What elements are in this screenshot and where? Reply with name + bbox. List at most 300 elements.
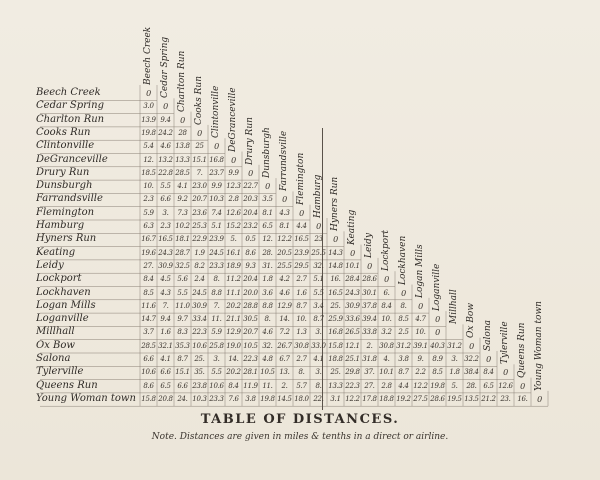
distance-cell: 8.4: [483, 368, 494, 377]
distance-cell: 32.5: [175, 261, 190, 270]
distance-cell: 14.8: [328, 261, 343, 270]
distance-cell: 0: [146, 89, 151, 98]
column-label: DeGranceville: [228, 86, 238, 152]
distance-cell: 30.1: [362, 288, 377, 297]
distance-cell: 18.8: [379, 394, 394, 403]
row-label: Flemington: [36, 206, 95, 218]
distance-cell: 40.3: [430, 341, 445, 350]
distance-cell: 0: [367, 261, 372, 271]
distance-cell: 22.3: [345, 381, 360, 390]
table-note: Note. Distances are given in miles & tenths in a direct or airline.: [151, 432, 449, 442]
distance-cell: 8.: [315, 381, 322, 390]
distance-cell: 2.8: [381, 381, 392, 390]
distance-cell: 4.6: [160, 142, 171, 151]
column-label: Beech Creek: [143, 26, 153, 85]
distance-cell: 4.7: [415, 315, 426, 324]
distance-cell: 7.3: [177, 208, 188, 217]
distance-cell: 3.: [315, 368, 322, 377]
distance-cell: 10.2: [175, 222, 190, 230]
distance-cell: 12.1: [345, 341, 360, 350]
column-label: Clintonville: [211, 85, 221, 139]
distance-cell: 0: [350, 248, 355, 258]
distance-cell: 10.3: [192, 394, 207, 403]
distance-cell: 6.5: [160, 381, 171, 390]
distance-cell: 3.: [213, 355, 220, 363]
distance-cell: 3.: [162, 208, 169, 217]
distance-cell: 20.4: [243, 208, 258, 217]
distance-cell: 19.8: [260, 394, 275, 403]
distance-cell: 4.2: [279, 275, 290, 284]
distance-cell: 39.1: [413, 341, 428, 350]
distance-cell: 18.9: [226, 261, 241, 270]
row-label: Lockport: [36, 273, 82, 285]
column-label: Cedar Spring: [160, 37, 170, 99]
distance-cell: 25.3: [192, 222, 207, 230]
distance-cell: 31.2: [447, 341, 462, 350]
distance-cell: 7.: [196, 168, 203, 177]
distance-cell: 37.: [364, 368, 375, 377]
distance-cell: 0: [520, 381, 525, 391]
distance-cell: 23.: [500, 394, 511, 403]
distance-cell: 16.5: [328, 288, 343, 297]
distance-cell: 8.5: [143, 288, 154, 297]
distance-cell: 8.4: [143, 275, 154, 284]
distance-cell: 14.5: [277, 394, 292, 403]
distance-cell: 32.2: [464, 355, 479, 363]
distance-cell: 6.6: [160, 195, 171, 204]
distance-cell: 25.8: [209, 341, 224, 350]
distance-cell: 8.1: [262, 208, 273, 217]
distance-cell: 9.4: [160, 315, 171, 324]
distance-cell: 15.2: [226, 222, 241, 230]
distance-cell: 14.: [228, 355, 239, 363]
distance-cell: 1.8: [449, 368, 460, 377]
distance-cell: 5.: [230, 235, 237, 244]
distance-cell: 11.0: [175, 301, 190, 310]
distance-cell: 8.7: [296, 301, 307, 310]
distance-cell: 28.6: [362, 275, 377, 284]
distance-cell: 18.5: [141, 168, 156, 177]
column-label: Farrandsville: [279, 131, 289, 192]
distance-cell: 5.4: [143, 142, 154, 151]
distance-cell: 35.3: [175, 341, 190, 350]
distance-cell: 18.8: [328, 355, 343, 363]
distance-cell: 23.3: [209, 394, 224, 403]
distance-cell: 28.6: [430, 394, 445, 403]
distance-cell: 0: [537, 394, 542, 404]
distance-cell: 8.5: [432, 368, 443, 377]
table-title: TABLE OF DISTANCES.: [200, 412, 400, 427]
row-label: Logan Mills: [36, 299, 96, 311]
distance-cell: 26.7: [277, 341, 292, 350]
distance-cell: 20.2: [226, 301, 241, 310]
row-label: Loganville: [36, 313, 89, 325]
distance-cell: 23.3: [209, 261, 224, 270]
distance-cell: 7.4: [211, 208, 222, 217]
column-label: Logan Mills: [415, 244, 425, 298]
distance-cell: 5.6: [177, 275, 188, 284]
distance-cell: 0: [503, 368, 508, 378]
distance-cell: 23.8: [192, 381, 207, 390]
distance-cell: 4.8: [262, 355, 273, 363]
row-label: Hamburg: [36, 220, 85, 231]
distance-cell: 25.9: [328, 315, 343, 324]
column-label: Keating: [347, 209, 357, 245]
distance-cell: 3.2: [381, 328, 392, 337]
distance-cell: 24.3: [345, 288, 360, 297]
distance-cell: 12.3: [226, 182, 241, 191]
distance-cell: 25.1: [345, 355, 360, 363]
distance-cell: 15.1: [175, 368, 190, 377]
distance-cell: 4.1: [313, 355, 324, 363]
column-label: Flemington: [296, 152, 306, 205]
distance-cell: 4.1: [160, 355, 171, 363]
distance-cell: 20.0: [243, 288, 258, 297]
row-label: Cooks Run: [36, 126, 91, 138]
distance-cell: 3.7: [143, 328, 154, 337]
distance-cell: 16.8: [209, 155, 224, 164]
distance-cell: 8.4: [228, 381, 239, 390]
row-label: Farrandsville: [36, 193, 103, 205]
distance-cell: 3.8: [245, 394, 256, 403]
row-label: Ox Bow: [36, 339, 75, 351]
row-label: Hyners Run: [36, 233, 97, 245]
distance-cell: 23.9: [209, 235, 224, 244]
distance-cell: 3.: [451, 355, 458, 363]
distance-cell: 25.: [194, 355, 205, 363]
distance-cell: 2.7: [296, 355, 307, 363]
distance-cell: 9.9: [211, 182, 222, 191]
distance-cell: 16.7: [141, 235, 156, 244]
distance-cell: 16.5: [158, 235, 173, 244]
distance-cell: 28.: [262, 248, 273, 257]
distance-cell: 32.: [313, 261, 324, 270]
distance-cell: 10.1: [379, 368, 394, 377]
column-label: Charlton Run: [177, 50, 187, 112]
distance-cell: 10.: [381, 315, 392, 324]
distance-cell: 6.7: [279, 355, 290, 363]
distance-cell: 24.: [177, 394, 188, 403]
column-label: Dunsburgh: [262, 127, 272, 179]
distance-cell: 3.4: [313, 301, 324, 310]
distance-cell: 10.: [143, 182, 154, 191]
distance-cell: 2.3: [160, 222, 171, 230]
distance-cell: 16.: [330, 275, 341, 284]
distance-cell: 31.2: [396, 341, 411, 350]
row-label: Dunsburgh: [36, 180, 93, 192]
distance-cell: 5.1: [211, 222, 222, 230]
distance-cell: 13.9: [141, 115, 156, 124]
distance-cell: 27.: [143, 261, 154, 270]
distance-cell: 4.1: [177, 182, 188, 191]
distance-cell: 0: [197, 128, 202, 138]
distance-cell: 30.8: [294, 341, 309, 350]
distance-cell: 17.8: [362, 394, 377, 403]
distance-cell: 0: [401, 288, 406, 298]
distance-cell: 7.6: [228, 394, 239, 403]
distance-cell: 0: [248, 168, 253, 178]
distance-cell: 2.2: [415, 368, 426, 377]
distance-cell: 19.8: [141, 128, 156, 137]
column-label: Tylerville: [500, 321, 510, 365]
distance-cell: 10.6: [192, 341, 207, 350]
distance-cell: 10.1: [345, 261, 360, 270]
distance-cell: 8.4: [381, 301, 392, 310]
distance-cell: 10.6: [141, 368, 156, 377]
distance-cell: 7.: [213, 301, 220, 310]
distance-cell: 8.3: [177, 328, 188, 337]
distance-cell: 4.4: [296, 222, 307, 230]
distance-cell: 4.5: [160, 275, 171, 284]
distance-cell: 2.3: [143, 195, 154, 204]
distance-cell: 13.3: [328, 381, 343, 390]
distance-cell: 33.8: [362, 328, 377, 337]
distance-cell: 4.4: [398, 381, 409, 390]
distance-cell: 5.5: [313, 288, 324, 297]
row-label: Salona: [36, 353, 71, 364]
distance-cell: 31.: [262, 261, 273, 270]
distance-cell: 39.4: [362, 315, 377, 324]
row-label: Charlton Run: [36, 113, 105, 125]
distance-cell: 11.6: [141, 301, 156, 310]
distance-cell: 25.5: [277, 261, 292, 270]
distance-cell: 1.9: [194, 248, 205, 257]
distance-cell: 22.3: [192, 328, 207, 337]
distance-cell: 10.6: [209, 381, 224, 390]
distance-cell: 22.8: [158, 168, 173, 177]
distance-cell: 5.9: [211, 328, 222, 337]
row-label: Queens Run: [36, 379, 98, 391]
distance-cell: 12.: [143, 155, 154, 164]
distance-cell: 9.4: [160, 115, 171, 124]
distance-cell: 30.8: [379, 341, 394, 350]
distance-cell: 0: [418, 301, 423, 311]
distance-cell: 11.1: [226, 288, 241, 297]
distance-cell: 8.8: [262, 301, 273, 310]
distance-cell: 32.: [262, 341, 273, 350]
distance-cell: 29.8: [345, 368, 360, 377]
distance-cell: 11.: [211, 315, 222, 324]
distance-cell: 22.9: [192, 235, 207, 244]
distance-cell: 8.1: [279, 222, 290, 230]
distance-cell: 6.3: [143, 222, 154, 230]
distance-cell: 12.2: [277, 235, 292, 244]
distance-cell: 16.1: [226, 248, 241, 257]
distance-cell: 6.6: [160, 368, 171, 377]
distance-cell: 27.: [364, 381, 375, 390]
distance-cell: 0: [282, 195, 287, 205]
distance-cell: 33.6: [345, 315, 360, 324]
distance-cell: 6.6: [143, 355, 154, 363]
distance-cell: 28.5: [175, 168, 190, 177]
distance-cell: 23.7: [209, 168, 224, 177]
distance-cell: 2.5: [398, 328, 409, 337]
distance-cell: 5.9: [143, 208, 154, 217]
distance-cell: 16.: [517, 394, 528, 403]
distance-cell: 18.1: [175, 235, 190, 244]
distance-cell: 15.8: [328, 341, 343, 350]
distance-cell: 15.8: [141, 394, 156, 403]
distance-cell: 20.3: [243, 195, 258, 204]
distance-cell: 6.6: [177, 381, 188, 390]
distance-cell: 14.: [279, 315, 290, 324]
distance-cell: 8.7: [398, 368, 409, 377]
distance-cell: 22.7: [243, 182, 258, 191]
distance-cell: 35.: [194, 368, 205, 377]
distance-cell: 3.0: [143, 102, 154, 111]
distance-cell: 0: [180, 115, 185, 125]
row-label: Clintonville: [36, 140, 95, 152]
distance-cell: 12.9: [277, 301, 292, 310]
distance-cell: 11.2: [226, 275, 241, 284]
distance-cell: 1.6: [296, 288, 307, 297]
distance-cell: 9.3: [245, 261, 256, 270]
distance-cell: 0: [469, 341, 474, 351]
distance-cell: 37.8: [362, 301, 377, 310]
distance-cell: 5.5: [160, 182, 171, 191]
distance-cell: 19.2: [396, 394, 411, 403]
distance-cell: 19.0: [226, 341, 241, 350]
distance-cell: 1.3: [296, 328, 307, 337]
distance-cell: 5.5: [177, 288, 188, 297]
distance-cell: 1.8: [262, 275, 273, 284]
column-label: Lockport: [381, 230, 391, 272]
column-label: Ox Bow: [466, 302, 476, 338]
distance-cell: 23: [314, 235, 323, 244]
distance-cell: 0: [214, 142, 219, 152]
distance-cell: 28.5: [141, 341, 156, 350]
distance-cell: 5.1: [313, 275, 324, 284]
distance-cell: 21.1: [226, 315, 241, 324]
distance-cell: 10.5: [260, 368, 275, 377]
distance-cell: 8.7: [313, 315, 324, 324]
distance-cell: 28.8: [243, 301, 258, 310]
distance-cell: 9.7: [177, 315, 188, 324]
distance-cell: 13.2: [158, 155, 173, 164]
distance-cell: 4.: [383, 355, 390, 363]
distance-cell: 8.7: [177, 355, 188, 363]
distance-cell: 13.8: [175, 142, 190, 151]
column-label: Salona: [483, 320, 493, 351]
distance-cell: 23.9: [294, 248, 309, 257]
column-label: Cooks Run: [194, 75, 204, 125]
distance-cell: 20.2: [226, 368, 241, 377]
distance-cell: 21.2: [481, 394, 496, 403]
distance-cell: 0: [435, 328, 440, 338]
row-label: Tylerville: [36, 366, 84, 378]
distance-cell: 13.3: [175, 155, 190, 164]
distance-cell: 3.5: [262, 195, 273, 204]
distance-cell: 23.6: [192, 208, 207, 217]
distance-cell: 0: [163, 102, 168, 112]
distance-cell: 5.5: [211, 368, 222, 377]
column-label: Hyners Run: [330, 177, 340, 232]
distance-cell: 20.5: [277, 248, 292, 257]
distance-cell: 31.8: [362, 355, 377, 363]
distance-cell: 8.9: [432, 355, 443, 363]
distance-cell: 19.6: [141, 248, 156, 257]
distance-cell: 25.5: [311, 248, 326, 257]
row-label: Keating: [36, 246, 76, 258]
distance-cell: 4.6: [279, 288, 290, 297]
distance-cell: 30.9: [158, 261, 173, 270]
distance-cell: 7.2: [279, 328, 290, 337]
distance-cell: 19.8: [430, 381, 445, 390]
distance-cell: 24.5: [192, 288, 207, 297]
distance-cell: 24.3: [158, 248, 173, 257]
distance-cell: 12.6: [226, 208, 241, 217]
distance-cell: 20.8: [158, 394, 173, 403]
distance-cell: 5.7: [296, 381, 307, 390]
distance-cell: 25.: [330, 301, 341, 310]
distance-cell: 1.6: [160, 328, 171, 337]
distance-cell: 22.3: [243, 355, 258, 363]
distance-cell: 0.5: [245, 235, 256, 244]
distance-cell: 14.7: [141, 315, 156, 324]
distance-cell: 16.5: [294, 235, 309, 244]
distance-cell: 0: [486, 355, 491, 364]
distance-cell: 0: [299, 208, 304, 218]
distance-cell: 23.2: [243, 222, 258, 230]
distance-cell: 10.3: [209, 195, 224, 204]
distance-cell: 9.2: [177, 195, 188, 204]
distance-cell: 28.: [466, 381, 477, 390]
distance-cell: 0: [384, 275, 389, 285]
distance-cell: 2.: [281, 381, 288, 390]
row-label: Cedar Spring: [36, 100, 104, 112]
distance-cell: 12.6: [498, 381, 513, 390]
distance-cell: 20.7: [243, 328, 258, 337]
distance-cell: 3.8: [398, 355, 409, 363]
distance-cell: 12.2: [345, 394, 360, 403]
distance-cell: 6.5: [262, 222, 273, 230]
distance-cell: 8.: [298, 368, 305, 377]
distance-cell: 14.3: [328, 248, 343, 257]
distance-cell: 11.9: [243, 381, 258, 390]
row-label: Lockhaven: [36, 286, 91, 298]
distance-cell: 2.8: [228, 195, 239, 204]
distance-cell: 9.: [417, 355, 424, 363]
distance-cell: 10.5: [243, 341, 258, 350]
distance-cell: 27.5: [413, 394, 428, 403]
distance-cell: 8.6: [245, 248, 256, 257]
distance-cell: 29.5: [294, 261, 309, 270]
row-label: Millhall: [36, 326, 75, 338]
distance-cell: 11.: [262, 381, 273, 390]
column-label: Leidy: [364, 232, 374, 258]
distance-cell: 8.: [400, 301, 407, 310]
row-label: Drury Run: [36, 166, 90, 178]
distance-cell: 7.: [162, 301, 169, 310]
distance-cell: 8.6: [143, 381, 154, 390]
row-label: Leidy: [36, 259, 64, 271]
distance-cell: 8.: [213, 275, 220, 284]
distance-cell: 22.: [313, 394, 324, 403]
distance-cell: 28.7: [175, 248, 190, 257]
distance-cell: 28.4: [345, 275, 360, 284]
distance-cell: 30.9: [345, 301, 360, 310]
distance-cell: 8.8: [211, 288, 222, 297]
distance-cell: 8.5: [398, 315, 409, 324]
distance-cell: 3.: [315, 328, 322, 337]
distance-cell: 3.1: [330, 394, 341, 403]
distance-cell: 0: [265, 182, 270, 192]
distance-cell: 12.: [262, 235, 273, 244]
distance-cell: 30.5: [243, 315, 258, 324]
column-label: Lockhaven: [398, 235, 408, 285]
distance-cell: 6.5: [483, 381, 494, 390]
distance-cell: 26.5: [345, 328, 360, 337]
